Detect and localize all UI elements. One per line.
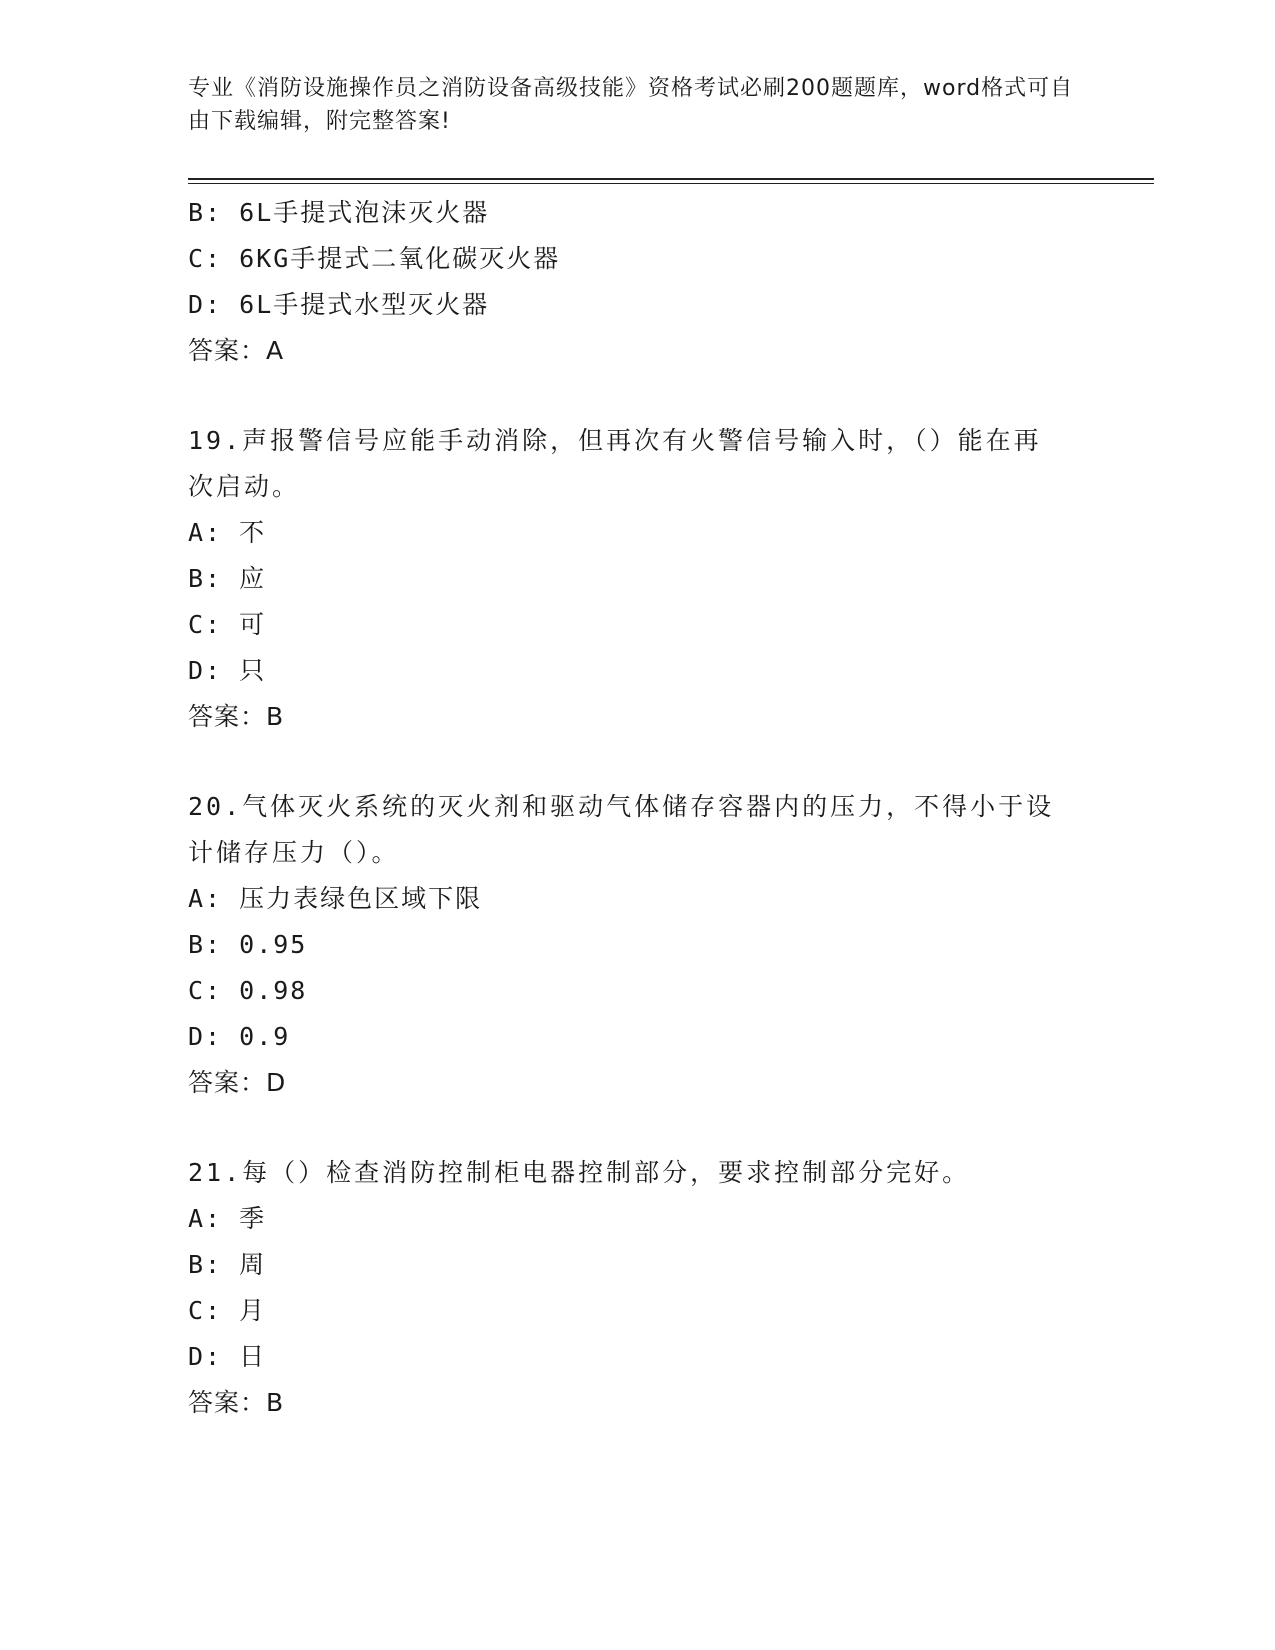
question-list xyxy=(188,190,1088,1426)
answer: 答案：B xyxy=(188,702,285,731)
option-c: C: 月 xyxy=(188,1296,267,1325)
option-b: B: 0.95 xyxy=(188,930,308,959)
option-c: C: 可 xyxy=(188,610,267,639)
answer: 答案：D xyxy=(188,1068,287,1097)
option-a: A: 季 xyxy=(188,1204,267,1233)
question-text-line-1: 20.气体灭火系统的灭火剂和驱动气体储存容器内的压力，不得小于设 xyxy=(188,792,1055,821)
option-d: D: 6L手提式水型灭火器 xyxy=(188,290,490,319)
option-b: B: 6L手提式泡沫灭火器 xyxy=(188,198,490,227)
option-d: D: 日 xyxy=(188,1342,267,1371)
question-21 xyxy=(188,1150,1088,1426)
option-d: D: 只 xyxy=(188,656,267,685)
option-b: B: 周 xyxy=(188,1250,267,1279)
question-20 xyxy=(188,784,1088,1106)
answer: 答案：B xyxy=(188,1388,285,1417)
question-18-continued xyxy=(188,190,1088,374)
option-a: A: 压力表绿色区域下限 xyxy=(188,884,483,913)
document-title: 专业《消防设施操作员之消防设备高级技能》资格考试必刷200题题库，word格式可自由下载编辑，附完整答案! xyxy=(188,76,1074,134)
option-a: A: 不 xyxy=(188,518,267,547)
answer: 答案：A xyxy=(188,336,285,365)
option-d: D: 0.9 xyxy=(188,1022,291,1051)
option-c: C: 0.98 xyxy=(188,976,308,1005)
question-text-line-2: 次启动。 xyxy=(188,472,301,501)
header-divider-thin xyxy=(188,183,1154,184)
option-c: C: 6KG手提式二氧化碳灭火器 xyxy=(188,244,561,273)
option-b: B: 应 xyxy=(188,564,267,593)
question-text-line-1: 21.每（）检查消防控制柜电器控制部分，要求控制部分完好。 xyxy=(188,1158,971,1187)
header-divider-thick xyxy=(188,178,1154,180)
question-19 xyxy=(188,418,1088,740)
question-text-line-2: 计储存压力（）。 xyxy=(188,838,400,867)
question-text-line-1: 19.声报警信号应能手动消除，但再次有火警信号输入时，（）能在再 xyxy=(188,426,1042,455)
document-header xyxy=(188,72,1088,138)
